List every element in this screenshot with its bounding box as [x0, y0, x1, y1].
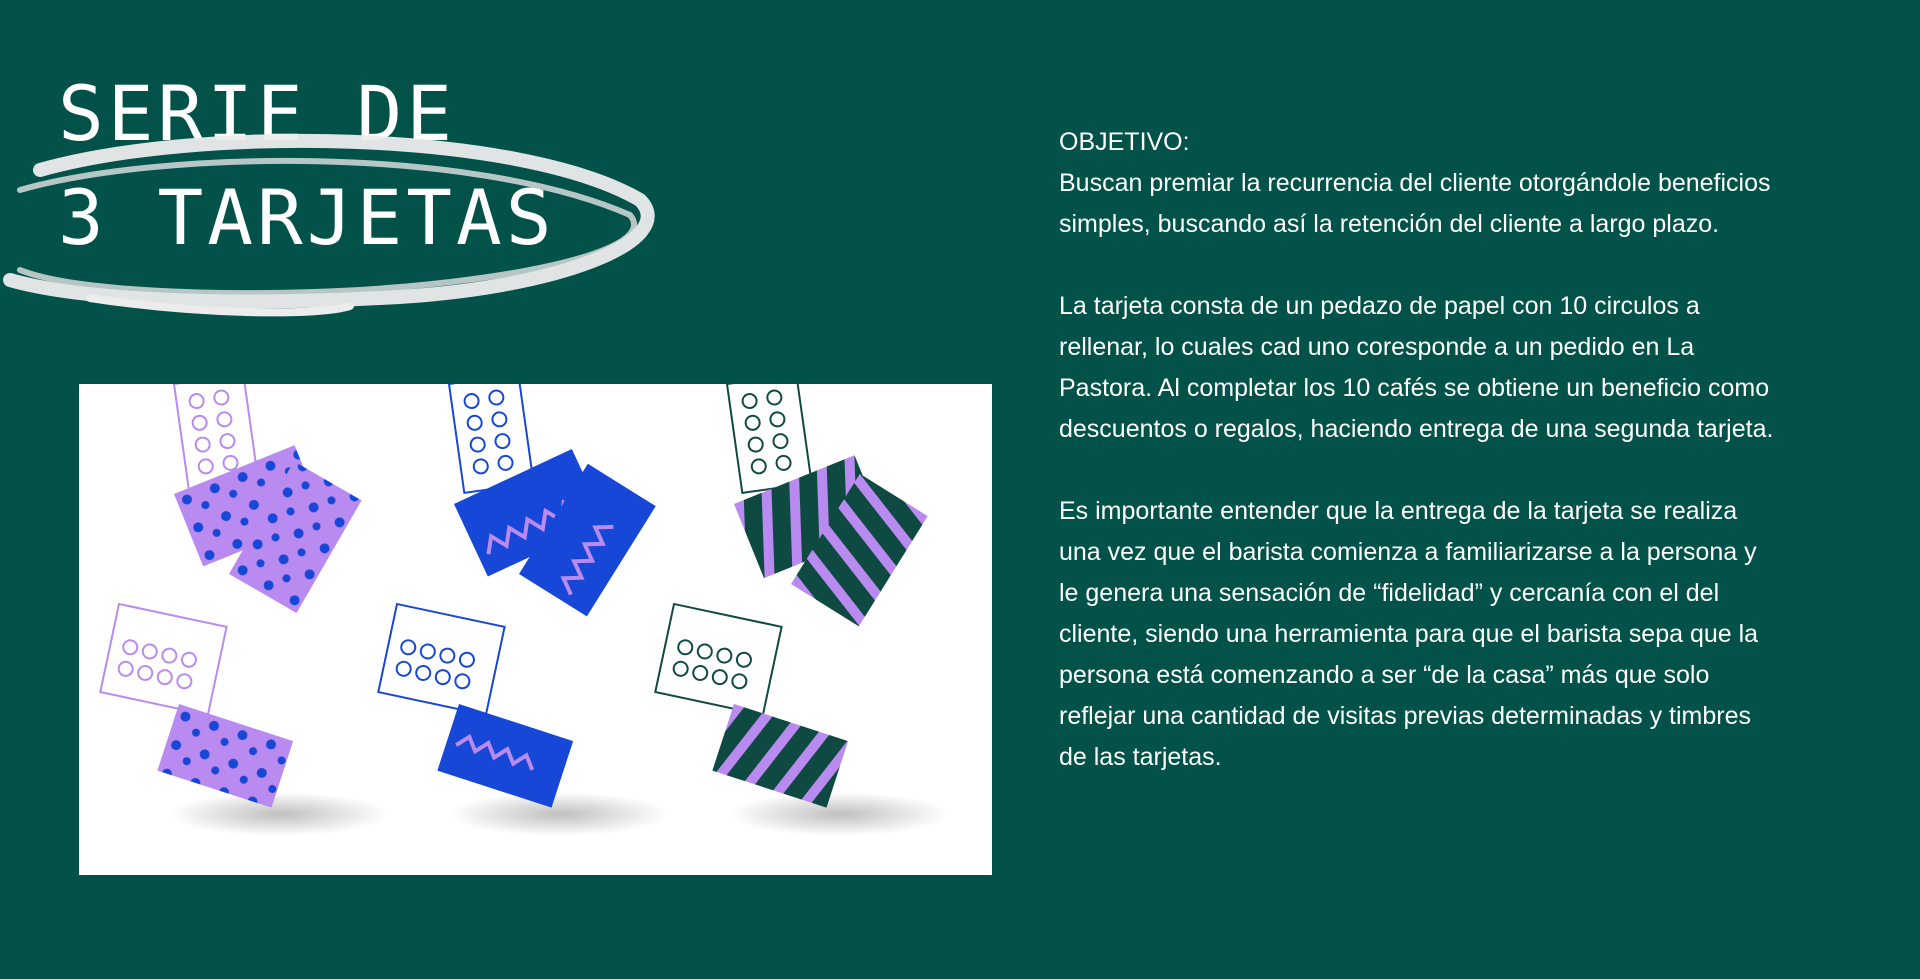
- card-description-paragraph: La tarjeta consta de un pedazo de papel con 10 circulos a rellenar, lo cuales cad uno coresponde a un pedido en La Pastora. Al completar los 10 cafés se obtiene un beneficio como descuentos o regalos, haciendo entrega de una segunda tarjeta.: [1059, 292, 1774, 443]
- cards-mockup-photo: [79, 384, 992, 875]
- description-text: [1059, 122, 1779, 819]
- purple-card-set: [100, 384, 361, 808]
- title-line-2: 3 TARJETAS: [58, 173, 556, 262]
- objective-paragraph: [1059, 122, 1779, 245]
- brush-stroke-ellipse: [0, 130, 660, 320]
- blue-card-set: [378, 384, 655, 808]
- cards-mockup-illustration: [79, 384, 992, 875]
- objective-heading: OBJETIVO:: [1059, 128, 1190, 156]
- importance-paragraph: Es importante entender que la entrega de la tarjeta se realiza una vez que el barista comienza a familiarizarse a la persona y le genera una sensación de “fidelidad” y cercanía con el del cliente, siendo una herramienta para que el barista sepa que la persona está comenzando a ser “de la casa” más que solo reflejar una cantidad de visitas previas determinadas y timbres de las tarjetas.: [1059, 497, 1759, 771]
- green-card-set: [655, 384, 927, 808]
- title-line-1: SERIE DE: [58, 69, 457, 158]
- objective-body: Buscan premiar la recurrencia del cliente otorgándole beneficios simples, buscando así la retención del cliente a largo plazo.: [1059, 169, 1771, 238]
